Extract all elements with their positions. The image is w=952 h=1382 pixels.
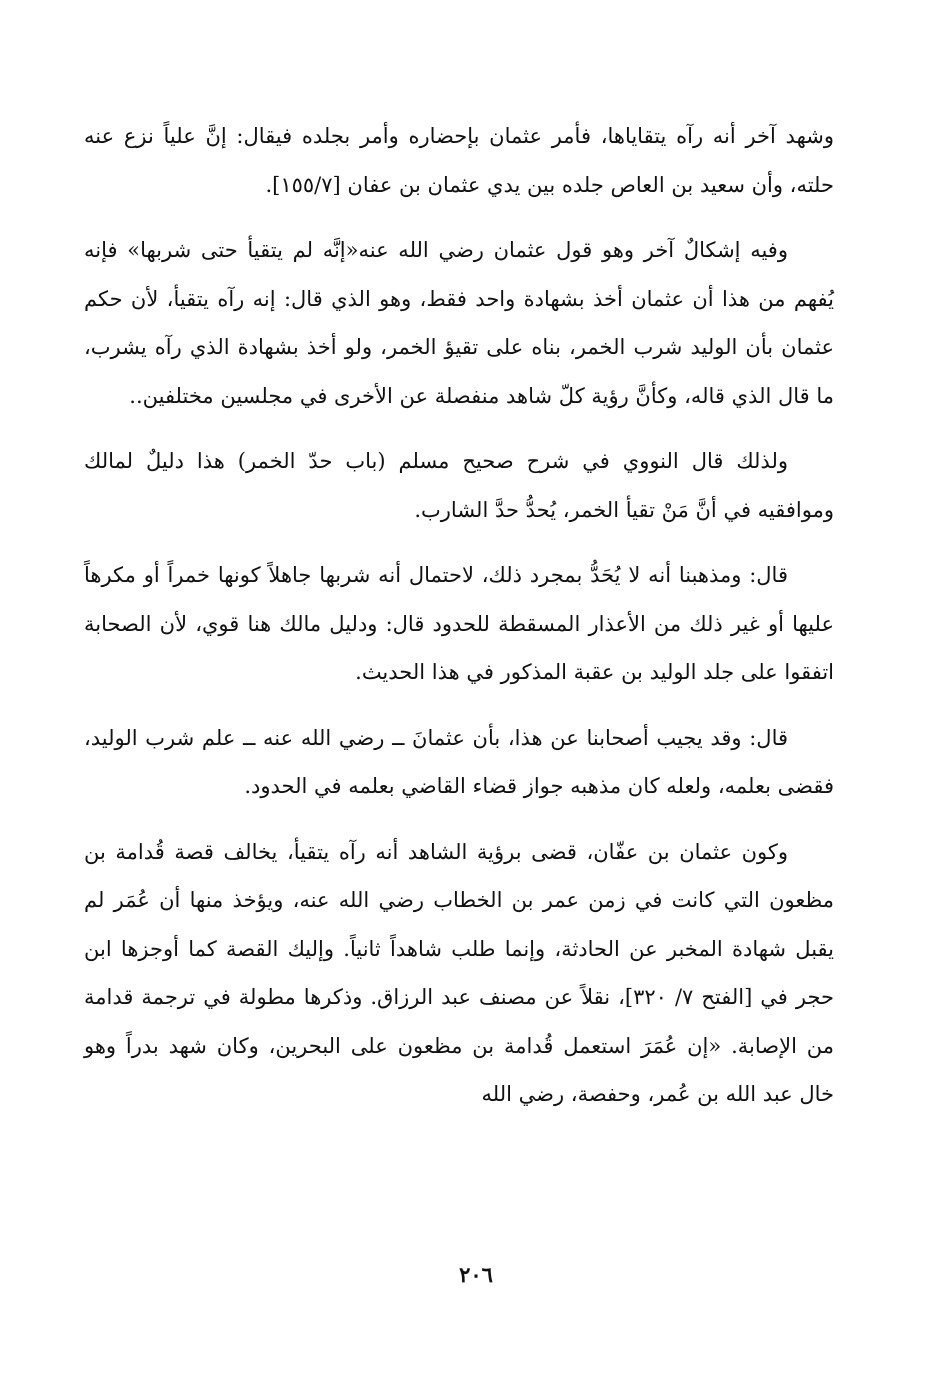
page-number: ٢٠٦ — [459, 1262, 493, 1287]
paragraph-3: ولذلك قال النووي في شرح صحيح مسلم (باب حدّ الخمر) هذا دليلٌ لمالك وموافقيه في أنَّ مَنْ تقيأ الخمر، يُحدُّ حدَّ الشارب. — [84, 449, 834, 522]
paragraph-2: وفيه إشكالٌ آخر وهو قول عثمان رضي الله عنه«إنَّه لم يتقيأ حتى شربها» فإنه يُفهم من هذا أن عثمان أخذ بشهادة واحد فقط، وهو الذي قال: إنه رآه يتقيأ، لأن حكم عثمان بأن الوليد شرب الخمر، بناه على تقيؤ الخمر، ولو أخذ بشهادة الذي رآه يشرب، ما قال الذي قاله، وكأنَّ رؤية كلّ شاهد منفصلة عن الأخرى في مجلسين مختلفين.. — [84, 238, 834, 408]
page-body — [84, 112, 834, 1136]
paragraph-5: قال: وقد يجيب أصحابنا عن هذا، بأن عثمانَ ــ رضي الله عنه ــ علم شرب الوليد، فقضى بعلمه، ولعله كان مذهبه جواز قضاء القاضي بعلمه في الحدود. — [84, 725, 834, 798]
paragraph-6: وكون عثمان بن عفّان، قضى برؤية الشاهد أنه رآه يتقيأ، يخالف قصة قُدامة بن مظعون التي كانت في زمن عمر بن الخطاب رضي الله عنه، ويؤخذ منها أن عُمَر لم يقبل شهادة المخبر عن الحادثة، وإنما طلب شاهداً ثانياً. وإليك القصة كما أوجزها ابن حجر في [الفتح ٧/ ٣٢٠]، نقلاً عن مصنف عبد الرزاق. وذكرها مطولة في ترجمة قدامة من الإصابة. «إن عُمَرَ استعمل قُدامة بن مظعون على البحرين، وكان شهد بدراً وهو خال عبد الله بن عُمر، وحفصة، رضي الله — [84, 839, 834, 1106]
paragraph-4: قال: ومذهبنا أنه لا يُحَدُّ بمجرد ذلك، لاحتمال أنه شربها جاهلاً كونها خمراً أو مكرهاً عليها أو غير ذلك من الأعذار المسقطة للحدود قال: ودليل مالك هنا قوي، لأن الصحابة اتفقوا على جلد الوليد بن عقبة المذكور في هذا الحديث. — [84, 563, 834, 684]
paragraph-1: وشهد آخر أنه رآه يتقاياها، فأمر عثمان بإحضاره وأمر بجلده فيقال: إنَّ علياً نزع عنه حلته، وأن سعيد بن العاص جلده بين يدي عثمان بن عفان [١٥٥/٧]. — [84, 124, 834, 197]
